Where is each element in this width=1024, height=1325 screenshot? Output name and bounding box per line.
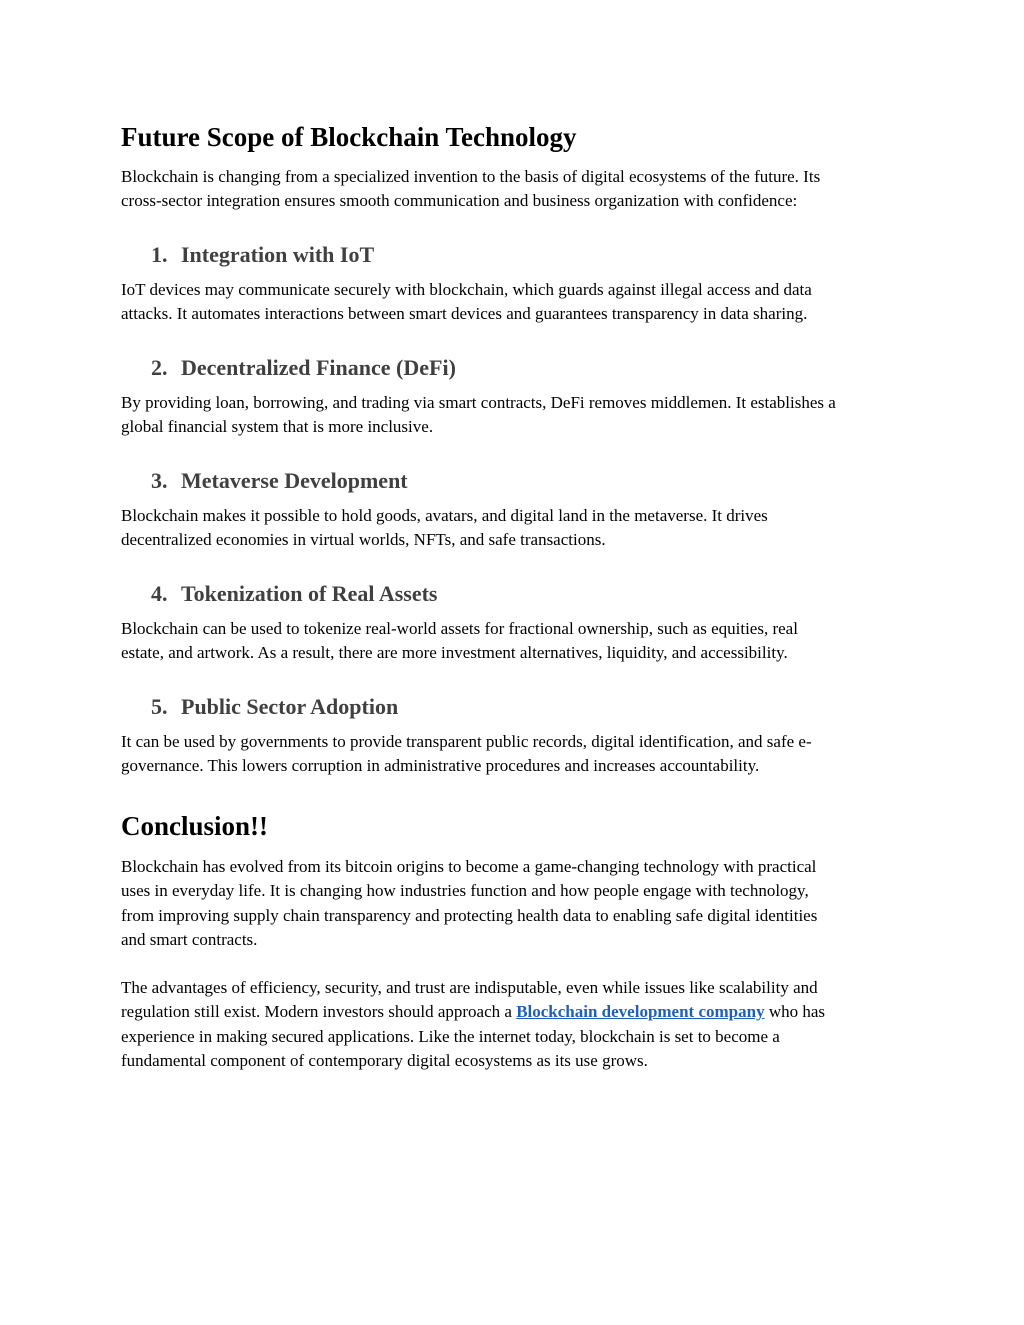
text-line: and smart contracts. [121, 930, 258, 950]
text-line: cross-sector integration ensures smooth communication and business organization with confidence: [121, 191, 798, 211]
list-number: 5. [151, 694, 168, 719]
section-heading [151, 580, 951, 608]
section-paragraph [121, 391, 921, 440]
text-segment: regulation still exist. Modern investors should approach a [121, 1002, 517, 1022]
heading-text: Decentralized Finance (DeFi) [181, 355, 456, 380]
text-line: estate, and artwork. As a result, there are more investment alternatives, liquidity, and accessibility. [121, 643, 788, 663]
text-line: experience in making secured applications. Like the internet today, blockchain is set to become a [121, 1026, 780, 1046]
text-line: governance. This lowers corruption in administrative procedures and increases accountability. [121, 756, 760, 776]
section-heading [151, 354, 951, 382]
text-line: attacks. It automates interactions between smart devices and guarantees transparency in data sharing. [121, 304, 808, 324]
text-line: IoT devices may communicate securely with blockchain, which guards against illegal access and data [121, 280, 812, 299]
heading-text: Tokenization of Real Assets [181, 581, 438, 606]
section-paragraph [121, 504, 921, 553]
text-line: Blockchain is changing from a specialized invention to the basis of digital ecosystems of the future. Its [121, 167, 821, 186]
text-segment: who has [764, 1002, 826, 1022]
blockchain-development-company-link[interactable]: Blockchain development company [516, 1002, 765, 1022]
section-paragraph [121, 730, 921, 779]
section-heading [151, 241, 951, 269]
text-line: It can be used by governments to provide transparent public records, digital identification, and safe e- [121, 732, 812, 751]
conclusion-heading: Conclusion!! [121, 811, 269, 841]
list-number: 4. [151, 581, 168, 606]
heading-text: Integration with IoT [181, 242, 375, 267]
text-line: fundamental component of contemporary digital ecosystems as its use grows. [121, 1051, 648, 1071]
list-number: 1. [151, 242, 168, 267]
text-line: The advantages of efficiency, security, and trust are indisputable, even while issues like scalability and [121, 978, 818, 997]
page-title: Future Scope of Blockchain Technology [121, 122, 577, 152]
text-line: By providing loan, borrowing, and trading via smart contracts, DeFi removes middlemen. It establishes a [121, 393, 836, 412]
text-line: uses in everyday life. It is changing how industries function and how people engage with technology, [121, 881, 809, 901]
list-number: 2. [151, 355, 168, 380]
list-number: 3. [151, 468, 168, 493]
section-heading [151, 693, 951, 721]
conclusion-paragraph-1 [121, 855, 921, 953]
text-line: Blockchain can be used to tokenize real-world assets for fractional ownership, such as equities, real [121, 619, 798, 638]
section-paragraph [121, 617, 921, 666]
text-line: Blockchain has evolved from its bitcoin origins to become a game-changing technology with practical [121, 857, 817, 876]
section-paragraph [121, 278, 921, 327]
text-line: from improving supply chain transparency and protecting health data to enabling safe digital identities [121, 905, 818, 925]
heading-text: Metaverse Development [181, 468, 408, 493]
text-line: decentralized economies in virtual worlds, NFTs, and safe transactions. [121, 530, 606, 550]
text-line: global financial system that is more inclusive. [121, 417, 434, 437]
conclusion-paragraph-2 [121, 976, 921, 1074]
heading-text: Public Sector Adoption [181, 694, 399, 719]
intro-paragraph [121, 165, 921, 214]
section-heading [151, 467, 951, 495]
text-line [121, 1000, 921, 1024]
text-line: Blockchain makes it possible to hold goods, avatars, and digital land in the metaverse. It drives [121, 506, 768, 525]
